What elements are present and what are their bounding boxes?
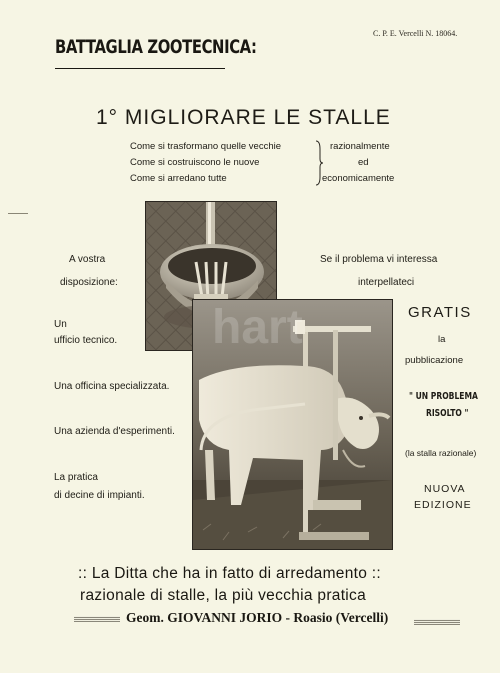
problem-line-2: interpellateci [358, 277, 415, 288]
la-label: la [438, 334, 446, 345]
office-line-1: Un [54, 319, 67, 330]
new-line-1: NUOVA [424, 483, 466, 495]
page-title: BATTAGLIA ZOOTECNICA: [55, 36, 257, 58]
intro-line-1: Come si trasformano quelle vecchie [130, 141, 282, 152]
right-ornament-bar [414, 619, 460, 625]
intro-right-3: economicamente [322, 173, 395, 184]
workshop-line: Una officina specializzata. [54, 381, 170, 392]
registration-number: C. P. E. Vercelli N. 18064. [373, 29, 458, 38]
farm-line: Una azienda d'esperimenti. [54, 426, 175, 437]
intro-line-2: Come si costruiscono le nuove [130, 157, 260, 168]
disposal-line-2: disposizione: [60, 277, 118, 288]
practice-line-2: di decine di impianti. [54, 490, 145, 501]
problem-line-1: Se il problema vi interessa [320, 254, 438, 265]
main-heading: 1° MIGLIORARE LE STALLE [96, 106, 391, 129]
company-signature: Geom. GIOVANNI JORIO - Roasio (Vercelli) [126, 610, 389, 625]
intro-right-1: razionalmente [330, 141, 390, 152]
watermark: hart [212, 301, 303, 354]
intro-line-3: Come si arredano tutte [130, 173, 227, 184]
title-underline [55, 68, 225, 69]
disposal-line-1: A vostra [69, 254, 106, 265]
footer-line-2: razionale di stalle, la più vecchia pratica [80, 587, 367, 604]
practice-line-1: La pratica [54, 472, 98, 483]
footer-line-1: :: La Ditta che ha in fatto di arredamento :: [78, 565, 381, 582]
edge-mark [8, 213, 28, 214]
intro-right-2: ed [358, 157, 369, 168]
left-ornament-bar [74, 616, 120, 622]
booklet-title-2: RISOLTO " [426, 408, 469, 419]
gratis-label: GRATIS [408, 304, 472, 321]
new-line-2: EDIZIONE [414, 499, 472, 511]
publication-label: pubblicazione [405, 355, 464, 366]
booklet-title-1: " UN PROBLEMA [409, 391, 478, 402]
stable-subtitle: (la stalla razionale) [405, 448, 477, 458]
office-line-2: ufficio tecnico. [54, 335, 118, 346]
